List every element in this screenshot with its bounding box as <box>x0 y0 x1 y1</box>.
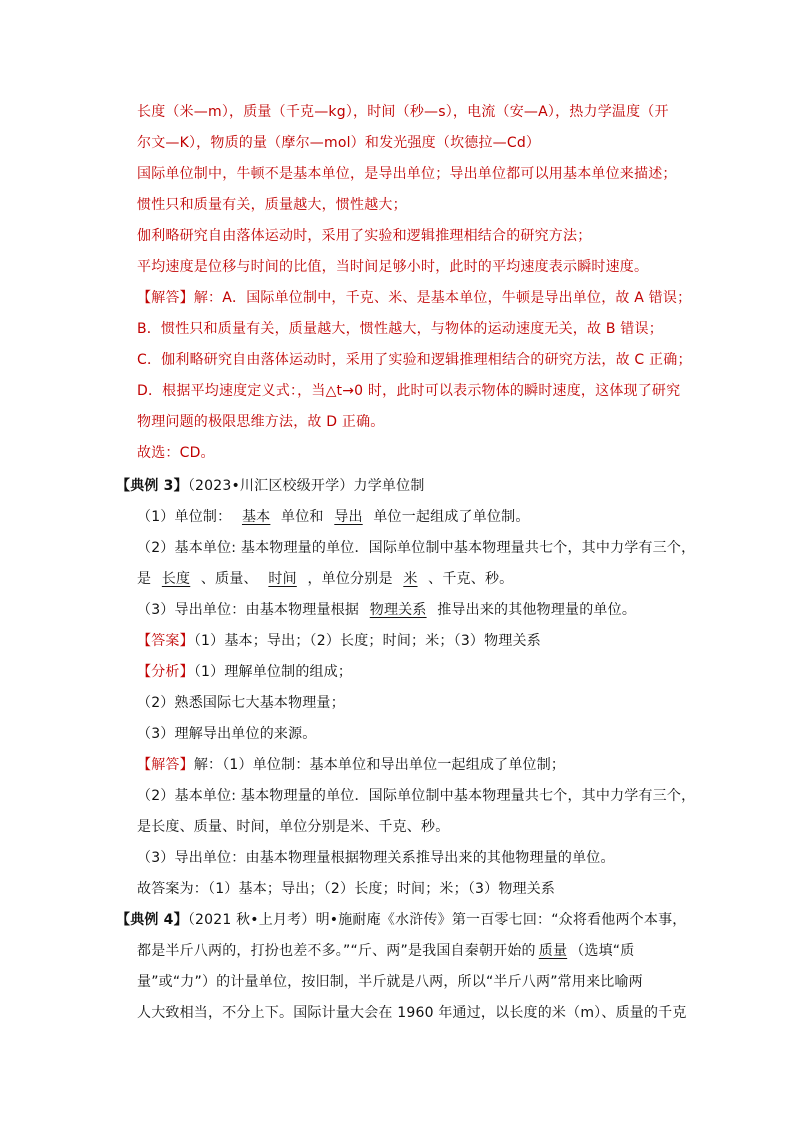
analysis-tag: 【分析】 <box>137 664 194 680</box>
example-tag: 【典例 3】 <box>116 478 188 494</box>
solution-answer-line: D．根据平均速度定义式：，当△t→0 时，此时可以表示物体的瞬时速度，这体现了研究 <box>137 383 681 399</box>
solution-tag: 【解答】 <box>137 757 194 773</box>
solution-paragraph: 国际单位制中，牛顿不是基本单位，是导出单位；导出单位都可以用基本单位来描述； <box>137 166 677 182</box>
question-text: 单位一起组成了单位制。 <box>373 509 530 525</box>
example-text: （2021 秋•上月考）明•施耐庵《水浒传》第一百零七回：“众将看他两个本事， <box>187 912 687 928</box>
solution-paragraph: 伽利略研究自由落体运动时，采用了实验和逻辑推理相结合的研究方法； <box>137 228 592 244</box>
example-source: （2023•川汇区校级开学）力学单位制 <box>187 478 425 494</box>
solution-text: 解：（1）单位制：基本单位和导出单位一起组成了单位制； <box>193 757 566 773</box>
question-line: 量”或“力”）的计量单位，按旧制，半斤就是八两，所以“半斤八两”常用来比喻两 <box>137 974 643 990</box>
solution-line: （2）基本单位: 基本物理量的单位．国际单位制中基本物理量共七个，其中力学有三个， <box>137 788 696 804</box>
example-tag: 【典例 4】 <box>116 912 188 928</box>
solution-line <box>137 755 565 775</box>
fill-blank: 导出 <box>334 509 363 525</box>
question-text: 推导出来的其他物理量的单位。 <box>437 602 637 618</box>
answer-tag: 【解答】 <box>137 290 194 306</box>
question-line <box>137 569 513 589</box>
answer-tag: 【答案】 <box>137 633 194 649</box>
question-text: 、质量、 <box>200 571 258 587</box>
answer-text: （1）基本；导出；（2）长度；时间；米；（3）物理关系 <box>193 633 541 649</box>
answer-line <box>137 631 541 651</box>
question-text: （3）导出单位：由基本物理量根据 <box>137 602 360 618</box>
solution-line: （3）导出单位：由基本物理量根据物理关系推导出来的其他物理量的单位。 <box>137 850 615 866</box>
question-line <box>137 941 634 961</box>
question-line <box>137 507 530 527</box>
question-text: ，单位分别是 <box>307 571 393 587</box>
answer-text: 解：A．国际单位制中，千克、米、是基本单位，牛顿是导出单位，故 A 错误； <box>193 290 692 306</box>
fill-blank: 基本 <box>241 509 271 525</box>
solution-paragraph: 长度（米—m），质量（千克—kg），时间（秒—s），电流（安—A），热力学温度（开 <box>137 104 669 120</box>
solution-line: 是长度、质量、时间，单位分别是米、千克、秒。 <box>137 819 450 835</box>
solution-paragraph: 尔文—K），物质的量（摩尔—mol）和发光强度（坎德拉—Cd） <box>137 135 541 151</box>
solution-paragraph: 平均速度是位移与时间的比值，当时间足够小时，此时的平均速度表示瞬时速度。 <box>137 259 649 275</box>
question-text: 都是半斤八两的，打扮也差不多。”“斤、两”是我国自秦朝开始的 <box>137 943 536 959</box>
fill-blank: 时间 <box>268 571 297 587</box>
question-text: 、千克、秒。 <box>428 571 514 587</box>
fill-blank: 米 <box>403 571 418 587</box>
question-line: 人大致相当，不分上下。国际计量大会在 1960 年通过，以长度的米（m）、质量的千克 <box>137 1005 687 1021</box>
example-heading <box>116 476 425 496</box>
analysis-text: （1）理解单位制的组成； <box>193 664 353 680</box>
solution-answer-line: C．伽利略研究自由落体运动时，采用了实验和逻辑推理相结合的研究方法，故 C 正确； <box>137 352 692 368</box>
solution-line: 故答案为：（1）基本；导出；（2）长度；时间；米；（3）物理关系 <box>137 881 556 897</box>
question-line: （2）基本单位: 基本物理量的单位．国际单位制中基本物理量共七个，其中力学有三个， <box>137 540 696 556</box>
solution-answer-line: 物理问题的极限思维方法，故 D 正确。 <box>137 414 385 430</box>
question-text: 单位和 <box>281 509 324 525</box>
solution-answer-line <box>137 288 691 308</box>
analysis-line <box>137 662 352 682</box>
fill-blank: 长度 <box>161 571 191 587</box>
solution-choice: 故选：CD。 <box>137 445 215 461</box>
question-text: （选填“质 <box>570 943 635 959</box>
question-line <box>137 600 636 620</box>
question-text: （1）单位制： <box>137 509 232 525</box>
example-heading <box>116 910 686 930</box>
question-text: 是 <box>137 571 152 587</box>
analysis-line: （3）理解导出单位的来源。 <box>137 726 317 742</box>
analysis-line: （2）熟悉国际七大基本物理量； <box>137 695 345 711</box>
fill-blank: 物理关系 <box>369 602 427 618</box>
solution-answer-line: B．惯性只和质量有关，质量越大，惯性越大，与物体的运动速度无关，故 B 错误； <box>137 321 663 337</box>
solution-paragraph: 惯性只和质量有关，质量越大，惯性越大； <box>137 197 407 213</box>
fill-blank: 质量 <box>538 943 568 959</box>
